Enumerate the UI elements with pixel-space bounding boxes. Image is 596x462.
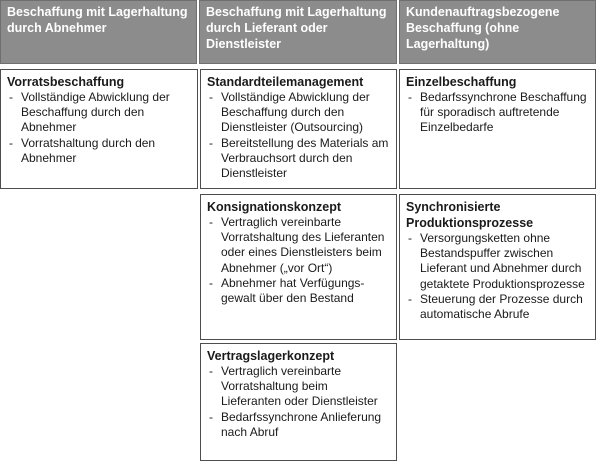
column-header-label: Beschaffung mit Lagerhaltung durch Lieferant oder Dienstleister <box>206 5 387 51</box>
column-header-abnehmer <box>0 0 197 64</box>
list-item: - Bereitstellung des Materials am Verbrauchsort durch den Dienstleister <box>207 136 390 182</box>
bullet-list <box>406 231 589 322</box>
bullet-list <box>207 364 390 440</box>
bullet-list <box>207 90 390 181</box>
box-title: Standardteilemanagement <box>207 75 364 89</box>
box-standardteilemanagement <box>200 69 397 189</box>
box-title: Vertragslagerkonzept <box>207 349 335 363</box>
bullet-list <box>207 215 390 306</box>
bullet-list <box>406 90 589 136</box>
list-item: - Bedarfssynchrone Anlieferung nach Abruf <box>207 410 390 440</box>
box-vorratsbeschaffung <box>0 69 198 189</box>
list-item: - Vertraglich vereinbarte Vorratshaltung des Lieferanten oder eines Dienstleisters beim Abnehmer („vor Ort“) <box>207 215 390 276</box>
column-header-kundenauftrag <box>399 0 596 64</box>
column-header-lieferant <box>199 0 397 64</box>
list-item: - Vollständige Abwicklung der Beschaffung durch den Abnehmer <box>7 90 191 136</box>
box-title: Einzelbeschaffung <box>406 75 517 89</box>
box-title: Konsignationskonzept <box>207 200 342 214</box>
box-vertragslagerkonzept <box>200 343 397 461</box>
list-item: - Abnehmer hat Verfügungs-gewalt über den Bestand <box>207 276 390 306</box>
bullet-list <box>7 90 191 166</box>
box-einzelbeschaffung <box>399 69 596 189</box>
column-header-label: Kundenauftragsbezogene Beschaffung (ohne Lagerhaltung) <box>406 5 560 51</box>
box-title: Vorratsbeschaffung <box>7 75 125 89</box>
column-header-label: Beschaffung mit Lagerhaltung durch Abnehmer <box>7 5 188 35</box>
list-item: - Vorratshaltung durch den Abnehmer <box>7 136 191 166</box>
box-title: Synchronisierte Produktionsprozesse <box>406 200 534 230</box>
list-item: - Bedarfssynchrone Beschaffung für sporadisch auftretende Einzelbedarfe <box>406 90 589 136</box>
box-konsignationskonzept <box>200 194 397 340</box>
list-item: - Vertraglich vereinbarte Vorratshaltung beim Lieferanten oder Dienstleister <box>207 364 390 410</box>
list-item: - Versorgungsketten ohne Bestandspuffer zwischen Lieferant und Abnehmer durch getaktete Produktionsprozesse <box>406 231 589 292</box>
list-item: - Vollständige Abwicklung der Beschaffung durch den Dienstleister (Outsourcing) <box>207 90 390 136</box>
list-item: - Steuerung der Prozesse durch automatische Abrufe <box>406 292 589 322</box>
box-synchronisierte-produktionsprozesse <box>399 194 596 340</box>
